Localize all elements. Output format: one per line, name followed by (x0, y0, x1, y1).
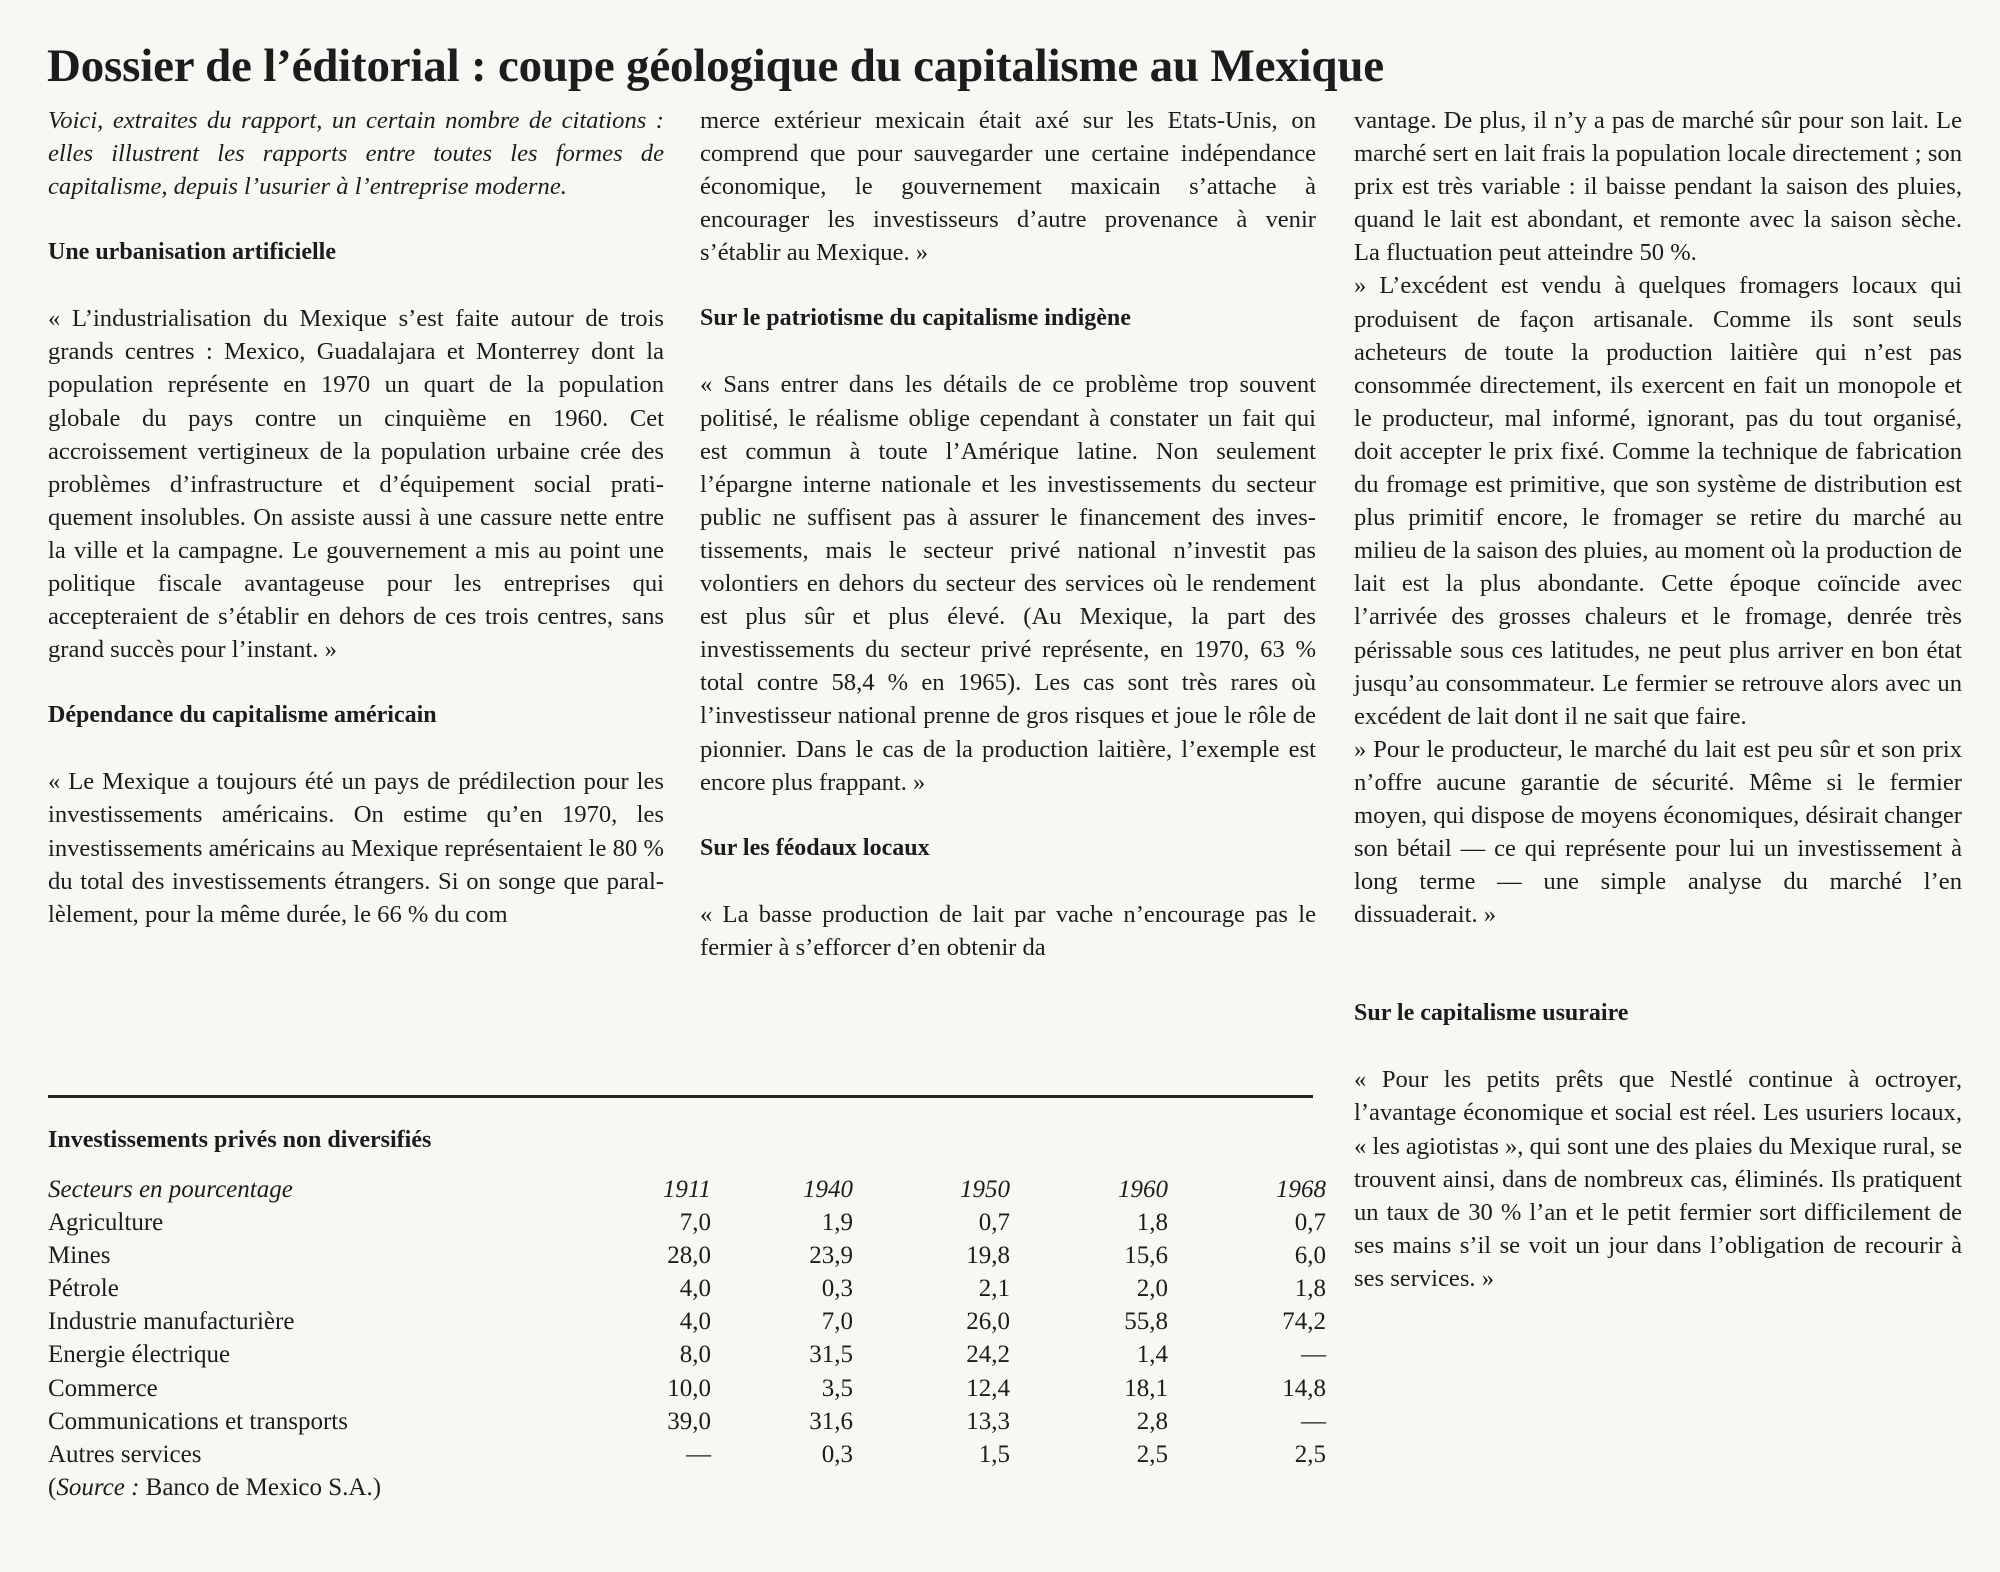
table-body (48, 1206, 1326, 1471)
source-text: Banco de Mexico S.A.) (145, 1473, 382, 1501)
paragraph-patriotisme: « Sans entrer dans les détails de ce problème trop souvent politisé, le réalisme oblige cependant à constater un fait qui est commun à toute l’Amérique latine. Non seulement l’épargne interne nationale et les investissements du secteur public ne suffisent pas à assurer le financement des investissements, mais le secteur privé national n’investit pas volontiers en dehors du secteur des services où le rendement est plus sûr et plus élevé. (Au Mexique, la part des investissements du secteur privé représente, en 1970, 63 % total contre 58,4 % en 1965). Les cas sont très rares où l’investisseur national prenne de gros risques et joue le rôle de pionnier. Dans le cas de la production laitière, l’exemple est encore plus frappant. » (700, 371, 1316, 796)
table-cell: 0,7 (978, 1209, 1010, 1237)
heading-usuraire: Sur le capitalisme usuraire (1354, 1000, 1629, 1027)
table-cell: 0,7 (1294, 1209, 1326, 1237)
table-cell: — (1301, 1341, 1326, 1369)
row-label: Communications et transports (48, 1407, 348, 1435)
table-cell: 2,5 (1136, 1440, 1168, 1468)
paragraph-urbanisation: « L’industrialisation du Mexique s’est faite autour de trois grands centres : Mexico, Guadalajara et Monterrey dont la population représente en 1970 un quart de la population globale du pays contre un cinquième en 1960. Cet accroissement vertigineux de la population urbaine crée des problèmes d’infrastructure et d’équipement social pratiquement insolubles. On assiste aussi à une cassure nette entre la ville et la campagne. Le gouvernement a mis au point une politique fiscale avantageuse pour les entreprises qui accepteraient de s’établir en dehors de ces trois centres, sans grand succès pour l’instant. » (48, 305, 664, 664)
year-header: 1911 (662, 1176, 711, 1203)
table-row (48, 1438, 1326, 1471)
table-row (48, 1372, 1326, 1405)
page-title: Dossier de l’éditorial : coupe géologique du capitalisme au Mexique (47, 40, 1384, 92)
table-cell: 2,1 (978, 1275, 1010, 1303)
table-source (48, 1471, 1293, 1504)
table-cell: 1,8 (1136, 1209, 1168, 1237)
heading-feodaux: Sur les féodaux locaux (700, 834, 930, 861)
table-row (48, 1338, 1326, 1371)
table-cell: 2,8 (1136, 1407, 1168, 1435)
table-cell: 31,5 (809, 1341, 853, 1369)
table-cell: — (686, 1440, 711, 1468)
table-cell: 0,3 (821, 1440, 853, 1468)
table-cell: 31,6 (809, 1407, 853, 1435)
table-cell: 1,8 (1294, 1275, 1326, 1303)
table-row (48, 1239, 1326, 1272)
column-3 (1354, 104, 1962, 1295)
heading-patriotisme: Sur le patriotisme du capitalisme indigène (700, 305, 1131, 332)
table-cell: 13,3 (966, 1407, 1010, 1435)
table-row (48, 1206, 1326, 1239)
table-cell: 28,0 (667, 1242, 711, 1270)
row-label: Agriculture (48, 1209, 164, 1237)
table-cell: 4,0 (679, 1308, 711, 1336)
table-cell: 8,0 (679, 1341, 711, 1369)
paragraph-dependance-cont: merce extérieur mexicain était axé sur les Etats-Unis, on comprend que pour sauvegarder une certaine indépendance économique, le gouvernement maxicain s’attache à encourager les investisseurs d’autre provenance à venir s’établir au Mexique. » (700, 107, 1316, 267)
table-cell: 1,4 (1136, 1341, 1168, 1369)
intro-paragraph: Voici, extraites du rapport, un certain nombre de citations : elles illustrent les rapports entre toutes les formes de capitalisme, depuis l’usurier à l’entreprise moderne. (48, 107, 664, 201)
table-cell: 23,9 (809, 1242, 853, 1270)
table-cell: 15,6 (1124, 1242, 1168, 1270)
table-row (48, 1305, 1326, 1338)
heading-urbanisation: Une urbanisation artificielle (48, 239, 336, 266)
table-cell: 24,2 (966, 1341, 1010, 1369)
table-row (48, 1405, 1326, 1438)
table-cell: — (1301, 1407, 1326, 1435)
table-cell: 55,8 (1124, 1308, 1168, 1336)
table-cell: 2,5 (1294, 1440, 1326, 1468)
table-header-row (48, 1173, 1326, 1206)
paragraph-feodaux-cont-3: » Pour le producteur, le marché du lait est peu sûr et son prix n’offre aucune garantie de sécurité. Même si le fermier moyen, qui dispose de moyens économiques, désirait changer son bétail — ce qui représente pour lui un investissement à long terme — une simple analyse du marché l’en dissuaderait. » (1354, 735, 1962, 929)
year-header: 1968 (1276, 1176, 1326, 1203)
table-cell: 18,1 (1124, 1374, 1168, 1402)
paragraph-dependance: « Le Mexique a toujours été un pays de prédilection pour les investissements américains. On estime qu’en 1970, les investissements américains au Mexique représentaient le 80 % du total des investissements étrangers. Si on songe que parallèlement, pour la même durée, le 66 % du com (48, 768, 664, 928)
table-cell: 1,5 (978, 1440, 1010, 1468)
row-label: Pétrole (48, 1275, 119, 1303)
year-header: 1940 (803, 1176, 853, 1203)
table-cell: 1,9 (821, 1209, 853, 1237)
table-cell: 4,0 (679, 1275, 711, 1303)
row-label: Industrie manufacturière (48, 1308, 295, 1336)
row-label: Autres services (48, 1440, 202, 1468)
paragraph-feodaux-cont-1: vantage. De plus, il n’y a pas de marché sûr pour son lait. Le marché sert en lait frais la population locale directement ; son prix est très variable : il baisse pendant la saison des pluies, quand le lait est abondant, et remonte avec la saison sèche. La fluctuation peut atteindre 50 %. (1354, 107, 1962, 267)
table-cell: 7,0 (821, 1308, 853, 1336)
table-title: Investissements privés non diversifiés (48, 1127, 432, 1153)
table-header-label: Secteurs en pourcentage (48, 1176, 293, 1203)
year-header: 1960 (1118, 1176, 1168, 1203)
table-cell: 7,0 (679, 1209, 711, 1237)
paragraph-usuraire: « Pour les petits prêts que Nestlé continue à octroyer, l’avantage économique et social est réel. Les usuriers locaux, « les agiotistas », qui sont une des plaies du Mexique rural, se trouvent ainsi, dans de nombreux cas, éliminés. Ils pratiquent un taux de 30 % l’an et le petit fermier sort difficilement de ses mains s’il se voit un jour dans l’obligation de recourir à ses services. » (1354, 1066, 1962, 1292)
source-open: ( (48, 1473, 57, 1501)
table-cell: 6,0 (1294, 1242, 1326, 1270)
table-row (48, 1272, 1326, 1305)
investment-table (48, 1124, 1326, 1504)
row-label: Mines (48, 1242, 111, 1270)
table-cell: 19,8 (966, 1242, 1010, 1270)
source-label: Source : (56, 1473, 140, 1501)
table-cell: 3,5 (821, 1374, 853, 1402)
table-cell: 10,0 (667, 1374, 711, 1402)
table-cell: 14,8 (1282, 1374, 1326, 1402)
table-cell: 12,4 (966, 1374, 1010, 1402)
year-header: 1950 (960, 1176, 1010, 1203)
paragraph-feodaux-cont-2: » L’excédent est vendu à quelques fromagers locaux qui produisent de façon artisanale. Comme ils sont seuls acheteurs de toute la production laitière qui n’est pas consommée directement, ils exercent en fait un monopole et le producteur, mal informé, ignorant, pas du tout organisé, doit accepter le prix fixé. Comme la technique de fabrication du fromage est primitive, que son système de distribution est plus primitif encore, le fromager se retire du marché au milieu de la saison des pluies, au moment où la production de lait est la plus abondante. Cette époque coïncide avec l’arrivée des grosses chaleurs et le fromage, denrée très périssable sous ces latitudes, ne peut plus arriver en bon état jusqu’au consommateur. Le fermier se retrouve alors avec un excédent de lait dont il ne sait que faire. (1354, 272, 1962, 730)
table-divider (48, 1095, 1313, 1098)
table-cell: 26,0 (966, 1308, 1010, 1336)
row-label: Commerce (48, 1374, 158, 1402)
table-cell: 0,3 (821, 1275, 853, 1303)
heading-dependance: Dépendance du capitalisme américain (48, 702, 437, 729)
table-cell: 74,2 (1282, 1308, 1326, 1336)
paragraph-feodaux: « La basse production de lait par vache n’encourage pas le fermier à s’efforcer d’en obtenir da (700, 900, 1316, 961)
row-label: Energie électrique (48, 1341, 231, 1369)
table-cell: 39,0 (667, 1407, 711, 1435)
table-cell: 2,0 (1136, 1275, 1168, 1303)
column-1 (48, 104, 664, 931)
column-2 (700, 104, 1316, 964)
